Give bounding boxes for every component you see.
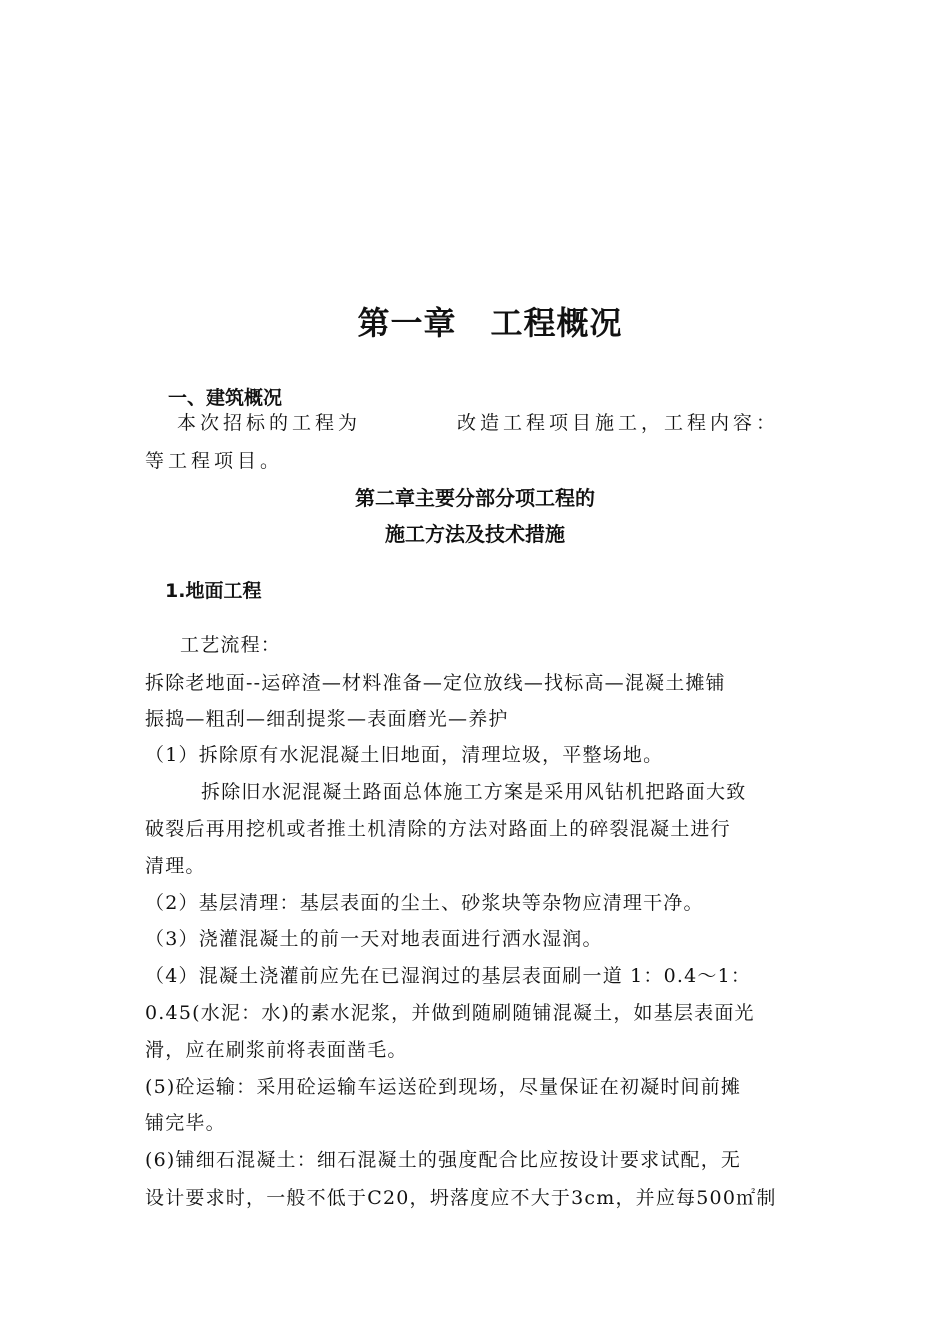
step4-line3: 滑，应在刷浆前将表面凿毛。	[145, 1039, 408, 1061]
process-label: 工艺流程：	[180, 634, 282, 656]
intro-paragraph-line2: 等工程项目。	[145, 450, 284, 472]
chapter1-title-text: 工程概况	[490, 304, 623, 342]
step4-line2: 0.45(水泥：水)的素水泥浆，并做到随刷随铺混凝土，如基层表面光	[145, 1002, 755, 1024]
step2-text: （2）基层清理：基层表面的尘土、砂浆块等杂物应清理干净。	[145, 892, 704, 914]
step6-line1: (6)铺细石混凝土：细石混凝土的强度配合比应按设计要求试配，无	[145, 1149, 742, 1171]
section-building-overview-heading: 一、建筑概况	[168, 387, 283, 409]
section-floor-works-heading: 1.地面工程	[165, 580, 262, 602]
step3-text: （3）浇灌混凝土的前一天对地表面进行洒水湿润。	[145, 928, 603, 950]
chapter1-title-number: 第一章	[357, 304, 457, 342]
step1-text: （1）拆除原有水泥混凝土旧地面，清理垃圾，平整场地。	[145, 744, 664, 766]
intro-text-a: 本次招标的工程为	[177, 412, 362, 434]
chapter2-title-line1: 第二章主要分部分项工程的	[355, 486, 595, 510]
chapter2-title-line2: 施工方法及技术措施	[385, 522, 565, 546]
intro-paragraph-line1	[177, 408, 779, 435]
step4-line1: （4）混凝土浇灌前应先在已湿润过的基层表面刷一道 1：0.4～1：	[145, 965, 752, 987]
process-flow-line2: 振捣—粗刮—细刮提浆—表面磨光—养护	[145, 708, 509, 730]
process-flow-line1: 拆除老地面--运碎渣—材料准备—定位放线—找标高—混凝土摊铺	[145, 672, 726, 694]
intro-text-b: 改造工程项目施工，工程内容：	[457, 412, 780, 434]
step5-line2: 铺完毕。	[145, 1112, 226, 1134]
step1-detail-line2: 破裂后再用挖机或者推土机清除的方法对路面上的碎裂混凝土进行	[145, 818, 731, 840]
step5-line1: (5)砼运输：采用砼运输车运送砼到现场，尽量保证在初凝时间前摊	[145, 1076, 742, 1098]
step1-detail-line3: 清理。	[145, 855, 206, 877]
step1-detail-line1: 拆除旧水泥混凝土路面总体施工方案是采用风钻机把路面大致	[201, 781, 747, 803]
chapter1-title	[0, 298, 950, 344]
step6-line2: 设计要求时，一般不低于C20，坍落度应不大于3cm，并应每500㎡制	[145, 1187, 777, 1209]
